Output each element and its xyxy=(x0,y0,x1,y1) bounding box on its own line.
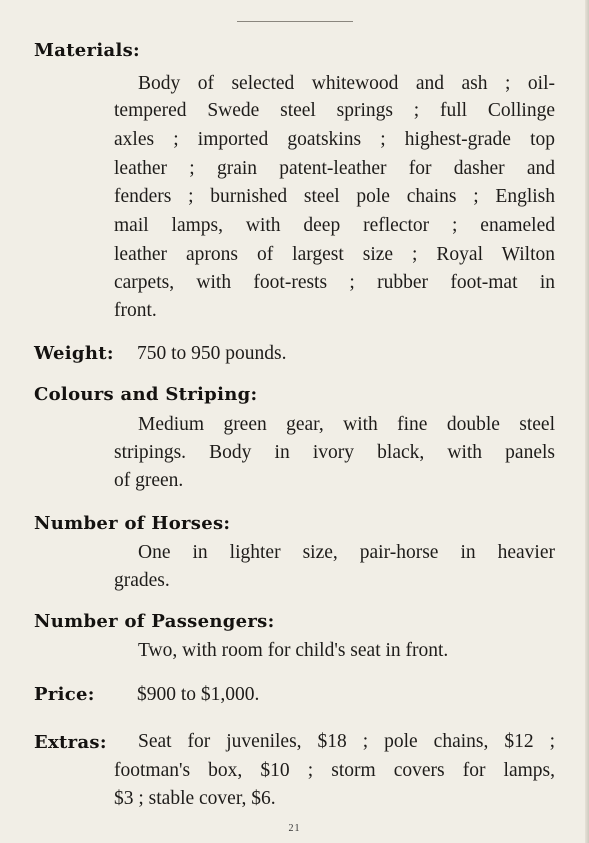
horses-heading: Number of Horses: xyxy=(34,513,231,534)
extras-line-3: $3 ; stable cover, $6. xyxy=(114,788,276,809)
colours-line-2: stripings. Body in ivory black, with panels xyxy=(114,442,555,463)
materials-line-8: carpets, with foot-rests ; rubber foot-mat in xyxy=(114,272,555,293)
materials-heading: Materials: xyxy=(34,40,140,61)
page-number: 21 xyxy=(288,823,301,834)
extras-heading: Extras: xyxy=(34,732,107,753)
extras-line-1: Seat for juveniles, $18 ; pole chains, $12 ; xyxy=(138,731,555,752)
price-heading: Price: xyxy=(34,684,95,705)
weight-value: 750 to 950 pounds. xyxy=(137,343,287,364)
horses-line-1: One in lighter size, pair-horse in heavier xyxy=(138,542,555,563)
materials-line-2: tempered Swede steel springs ; full Collinge xyxy=(114,100,555,121)
colours-heading: Colours and Striping: xyxy=(34,384,258,405)
materials-line-5: fenders ; burnished steel pole chains ; English xyxy=(114,186,555,207)
materials-line-3: axles ; imported goatskins ; highest-grade top xyxy=(114,129,555,150)
materials-line-1: Body of selected whitewood and ash ; oil- xyxy=(138,73,555,94)
materials-line-7: leather aprons of largest size ; Royal Wilton xyxy=(114,244,555,265)
materials-line-4: leather ; grain patent-leather for dasher and xyxy=(114,158,555,179)
materials-line-9: front. xyxy=(114,300,157,321)
colours-line-1: Medium green gear, with fine double steel xyxy=(138,414,555,435)
passengers-line-1: Two, with room for child's seat in front. xyxy=(138,640,449,661)
price-value: $900 to $1,000. xyxy=(137,684,260,705)
extras-line-2: footman's box, $10 ; storm covers for lamps, xyxy=(114,760,555,781)
page-edge-shadow xyxy=(585,0,589,843)
passengers-heading: Number of Passengers: xyxy=(34,611,275,632)
colours-line-3: of green. xyxy=(114,470,184,491)
weight-heading: Weight: xyxy=(34,343,114,364)
horses-line-2: grades. xyxy=(114,570,170,591)
materials-line-6: mail lamps, with deep reflector ; enameled xyxy=(114,215,555,236)
top-rule xyxy=(237,21,353,22)
